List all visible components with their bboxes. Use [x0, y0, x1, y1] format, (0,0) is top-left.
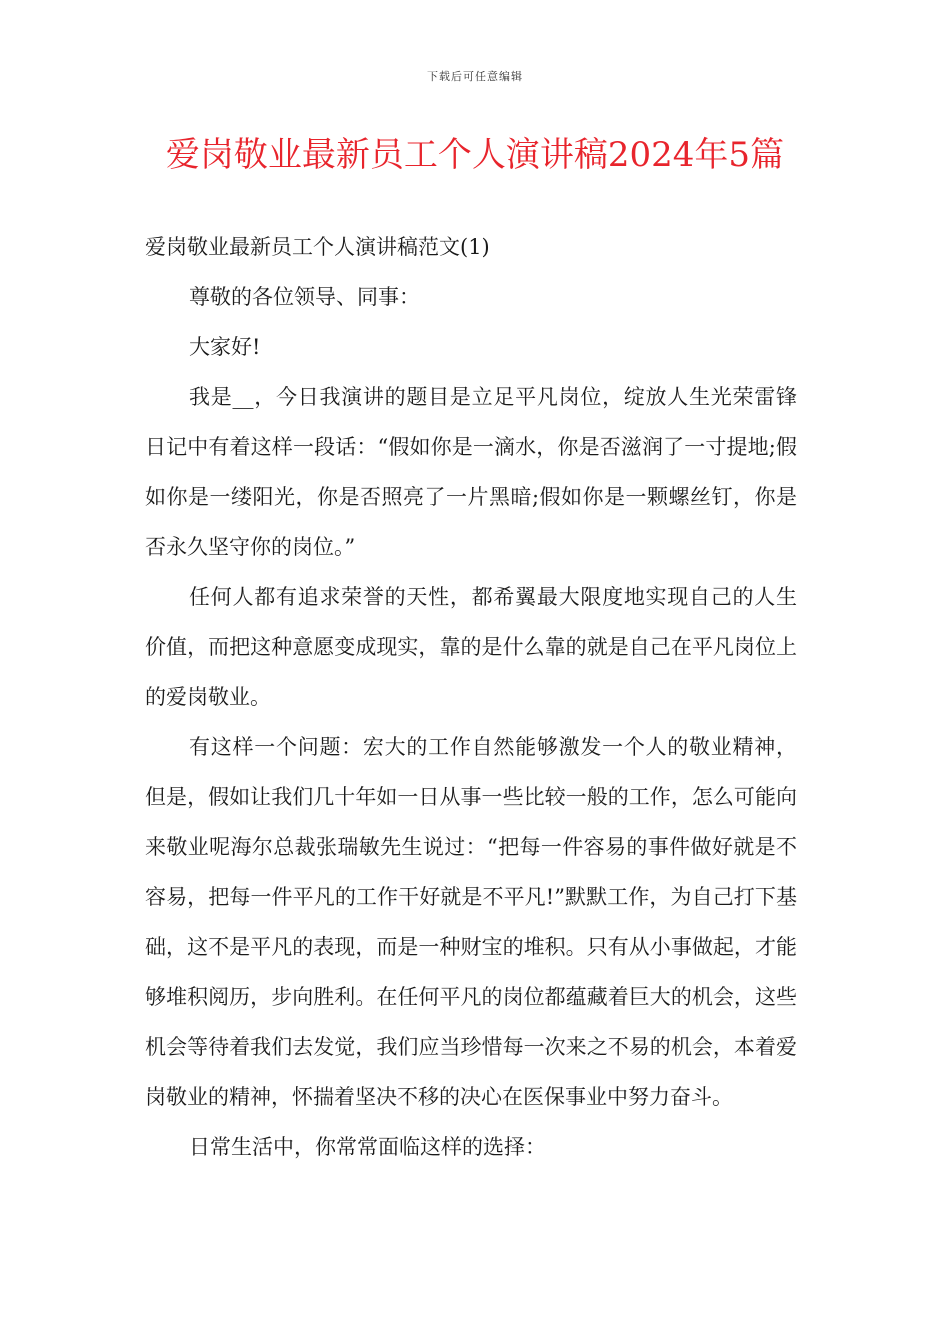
- paragraph-greeting: 大家好!: [189, 335, 261, 359]
- document-title: 爱岗敬业最新员工个人演讲稿2024年5篇: [165, 135, 785, 175]
- document-body: [145, 222, 797, 1172]
- header-note: 下载后可任意编辑: [427, 70, 523, 83]
- paragraph-honor: 任何人都有追求荣誉的天性，都希翼最大限度地实现自己的人生价值，而把这种意愿变成现实，靠的是什么靠的就是自己在平凡岗位上的爱岗敬业。: [145, 585, 797, 709]
- paragraph-daily-life: 日常生活中，你常常面临这样的选择：: [189, 1135, 546, 1159]
- paragraph-intro: 我是__，今日我演讲的题目是立足平凡岗位，绽放人生光荣雷锋日记中有着这样一段话：“假如你是一滴水，你是否滋润了一寸提地;假如你是一缕阳光，你是否照亮了一片黑暗;假如你是一颗螺丝钉，你是否永久坚守你的岗位。”: [145, 385, 797, 559]
- paragraph-salutation: 尊敬的各位领导、同事：: [189, 285, 420, 309]
- section-subtitle: 爱岗敬业最新员工个人演讲稿范文(1): [145, 235, 490, 259]
- paragraph-question: 有这样一个问题：宏大的工作自然能够激发一个人的敬业精神，但是，假如让我们几十年如一日从事一些比较一般的工作，怎么可能向来敬业呢海尔总裁张瑞敏先生说过：“把每一件容易的事件做好就是不容易，把每一件平凡的工作干好就是不平凡!”默默工作，为自己打下基础，这不是平凡的表现，而是一种财宝的堆积。只有从小事做起，才能够堆积阅历，步向胜利。在任何平凡的岗位都蕴藏着巨大的机会，这些机会等待着我们去发觉，我们应当珍惜每一次来之不易的机会，本着爱岗敬业的精神，怀揣着坚决不移的决心在医保事业中努力奋斗。: [145, 735, 797, 1109]
